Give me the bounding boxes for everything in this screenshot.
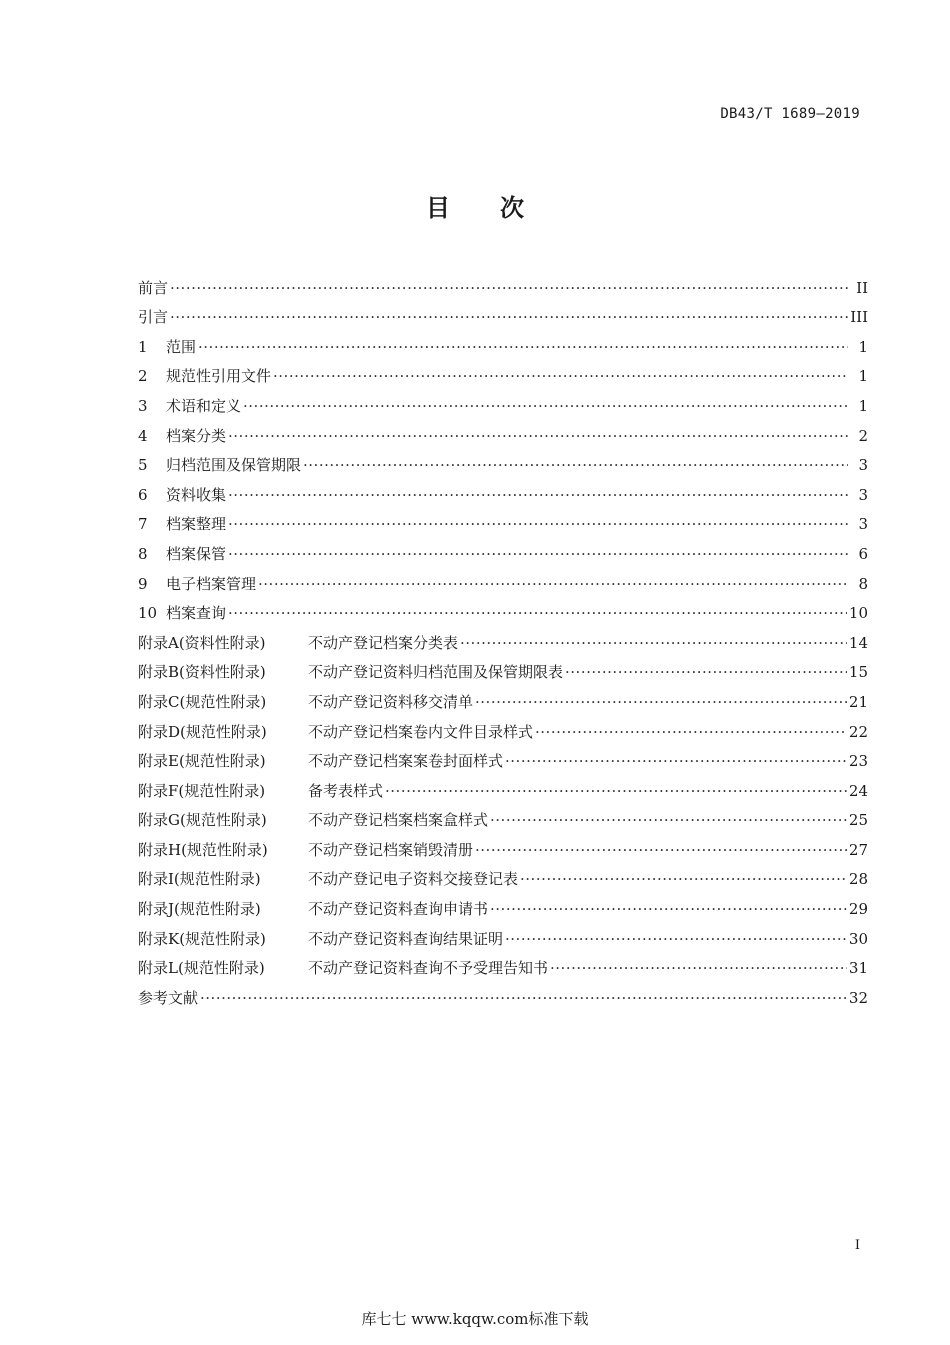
toc-entry[interactable] <box>138 653 868 683</box>
toc-entry[interactable] <box>138 505 868 535</box>
toc-entry[interactable] <box>138 446 868 476</box>
toc-entry-annex: 附录E(规范性附录) <box>138 752 266 771</box>
toc-dot-leader <box>243 396 848 416</box>
toc-entry-label: 不动产登记资料归档范围及保管期限表 <box>308 663 564 682</box>
toc-entry[interactable] <box>138 623 868 653</box>
toc-entry-annex: 附录I(规范性附录) <box>138 870 261 889</box>
toc-dot-leader <box>475 692 847 712</box>
toc-dot-leader <box>505 929 847 949</box>
toc-dot-leader <box>475 840 847 860</box>
toc-entry-label: 不动产登记资料查询结果证明 <box>308 929 504 948</box>
toc-entry[interactable] <box>138 830 868 860</box>
toc-entry-number: 10 <box>138 604 158 623</box>
toc-entry-page: 3 <box>858 515 868 534</box>
toc-dot-leader <box>520 869 847 889</box>
toc-entry-label: 档案分类 <box>166 426 227 445</box>
toc-dot-leader <box>198 337 848 357</box>
toc-entry[interactable] <box>138 327 868 357</box>
toc-entry-page: 6 <box>858 544 868 563</box>
toc-dot-leader <box>170 278 848 298</box>
toc-dot-leader <box>258 574 848 594</box>
toc-entry-label: 参考文献 <box>138 988 199 1007</box>
toc-entry-page: 30 <box>848 929 868 948</box>
toc-entry-page: 1 <box>858 337 868 356</box>
toc-entry-label: 资料收集 <box>166 485 227 504</box>
toc-dot-leader <box>550 958 847 978</box>
toc-entry-page: III <box>850 308 868 327</box>
toc-dot-leader <box>565 662 847 682</box>
toc-entry-label: 不动产登记资料查询不予受理告知书 <box>308 959 549 978</box>
page-number: I <box>854 1238 860 1253</box>
toc-entry[interactable] <box>138 919 868 949</box>
toc-entry[interactable] <box>138 712 868 742</box>
toc-entry-annex: 附录F(规范性附录) <box>138 781 266 800</box>
toc-entry-label: 规范性引用文件 <box>166 367 272 386</box>
footer-watermark: 库七七 www.kqqw.com标准下载 <box>361 1310 589 1328</box>
toc-entry-label: 归档范围及保管期限 <box>166 456 302 475</box>
toc-entry[interactable] <box>138 357 868 387</box>
toc-entry-annex: 附录D(规范性附录) <box>138 722 267 741</box>
toc-entry[interactable] <box>138 386 868 416</box>
toc-entry-annex: 附录K(规范性附录) <box>138 929 266 948</box>
toc-entry-label: 备考表样式 <box>308 781 384 800</box>
toc-dot-leader <box>228 426 848 446</box>
toc-dot-leader <box>228 514 848 534</box>
toc-entry-label: 范围 <box>166 337 197 356</box>
toc-entry-page: 3 <box>858 485 868 504</box>
toc-dot-leader <box>385 781 847 801</box>
toc-entry-annex: 附录C(规范性附录) <box>138 692 267 711</box>
toc-entry-annex: 附录J(规范性附录) <box>138 900 261 919</box>
toc-entry-page: 28 <box>848 870 868 889</box>
toc-entry-label: 引言 <box>138 308 169 327</box>
toc-dot-leader <box>460 633 847 653</box>
toc-entry-label: 不动产登记资料移交清单 <box>308 692 474 711</box>
toc-entry[interactable] <box>138 416 868 446</box>
toc-entry[interactable] <box>138 949 868 979</box>
toc-dot-leader <box>490 810 847 830</box>
toc-entry-page: 32 <box>848 988 868 1007</box>
toc-entry-label: 前言 <box>138 278 169 297</box>
toc-entry-label: 不动产登记档案分类表 <box>308 633 459 652</box>
toc-entry-number: 5 <box>138 456 148 475</box>
table-of-contents <box>138 268 868 1008</box>
toc-entry[interactable] <box>138 978 868 1008</box>
toc-entry-page: 14 <box>848 633 868 652</box>
toc-entry-page: 24 <box>848 781 868 800</box>
toc-entry-page: 1 <box>858 396 868 415</box>
toc-entry-annex: 附录A(资料性附录) <box>138 633 266 652</box>
toc-entry-page: 21 <box>848 692 868 711</box>
toc-entry-label: 电子档案管理 <box>166 574 257 593</box>
toc-entry-label: 档案整理 <box>166 515 227 534</box>
toc-entry-page: 10 <box>848 604 868 623</box>
toc-dot-leader <box>228 544 848 564</box>
toc-entry-page: 3 <box>858 456 868 475</box>
toc-entry-page: 31 <box>848 959 868 978</box>
toc-entry[interactable] <box>138 860 868 890</box>
toc-entry-number: 9 <box>138 574 148 593</box>
toc-entry-page: 25 <box>848 811 868 830</box>
toc-entry-label: 不动产登记档案案卷封面样式 <box>308 752 504 771</box>
toc-entry-number: 6 <box>138 485 148 504</box>
toc-entry-label: 档案保管 <box>166 544 227 563</box>
toc-entry-page: 29 <box>848 900 868 919</box>
toc-entry[interactable] <box>138 475 868 505</box>
toc-entry-label: 不动产登记档案档案盒样式 <box>308 811 489 830</box>
toc-entry-page: 27 <box>848 840 868 859</box>
toc-entry-page: 1 <box>858 367 868 386</box>
toc-dot-leader <box>228 603 847 623</box>
toc-title: 目次 <box>426 194 574 222</box>
toc-entry-page: II <box>856 278 868 297</box>
toc-entry-number: 1 <box>138 337 148 356</box>
toc-dot-leader <box>273 366 848 386</box>
toc-entry-number: 2 <box>138 367 148 386</box>
toc-entry-number: 7 <box>138 515 148 534</box>
toc-entry[interactable] <box>138 298 868 328</box>
toc-entry-page: 23 <box>848 752 868 771</box>
toc-entry-label: 不动产登记电子资料交接登记表 <box>308 870 519 889</box>
toc-dot-leader <box>535 722 847 742</box>
toc-entry-annex: 附录H(规范性附录) <box>138 840 268 859</box>
toc-entry-page: 15 <box>848 663 868 682</box>
toc-entry-label: 术语和定义 <box>166 396 242 415</box>
toc-dot-leader <box>505 751 847 771</box>
toc-entry[interactable] <box>138 564 868 594</box>
toc-entry-label: 不动产登记档案销毁清册 <box>308 840 474 859</box>
toc-entry-number: 4 <box>138 426 148 445</box>
toc-entry-annex: 附录G(规范性附录) <box>138 811 267 830</box>
toc-entry-annex: 附录B(资料性附录) <box>138 663 266 682</box>
toc-entry-page: 22 <box>848 722 868 741</box>
toc-entry[interactable] <box>138 534 868 564</box>
toc-entry[interactable] <box>138 742 868 772</box>
document-code: DB43/T 1689—2019 <box>720 106 860 122</box>
toc-entry-label: 档案查询 <box>166 604 227 623</box>
toc-entry[interactable] <box>138 268 868 298</box>
toc-dot-leader <box>303 455 848 475</box>
toc-entry-annex: 附录L(规范性附录) <box>138 959 265 978</box>
toc-entry[interactable] <box>138 771 868 801</box>
toc-entry-page: 8 <box>858 574 868 593</box>
toc-dot-leader <box>200 988 847 1008</box>
toc-entry-number: 8 <box>138 544 148 563</box>
toc-dot-leader <box>170 307 848 327</box>
toc-entry-label: 不动产登记资料查询申请书 <box>308 900 489 919</box>
toc-entry-label: 不动产登记档案卷内文件目录样式 <box>308 722 534 741</box>
toc-entry[interactable] <box>138 594 868 624</box>
toc-entry[interactable] <box>138 682 868 712</box>
toc-dot-leader <box>228 485 848 505</box>
toc-entry-number: 3 <box>138 396 148 415</box>
toc-dot-leader <box>490 899 847 919</box>
toc-entry[interactable] <box>138 801 868 831</box>
toc-entry[interactable] <box>138 889 868 919</box>
toc-entry-page: 2 <box>858 426 868 445</box>
